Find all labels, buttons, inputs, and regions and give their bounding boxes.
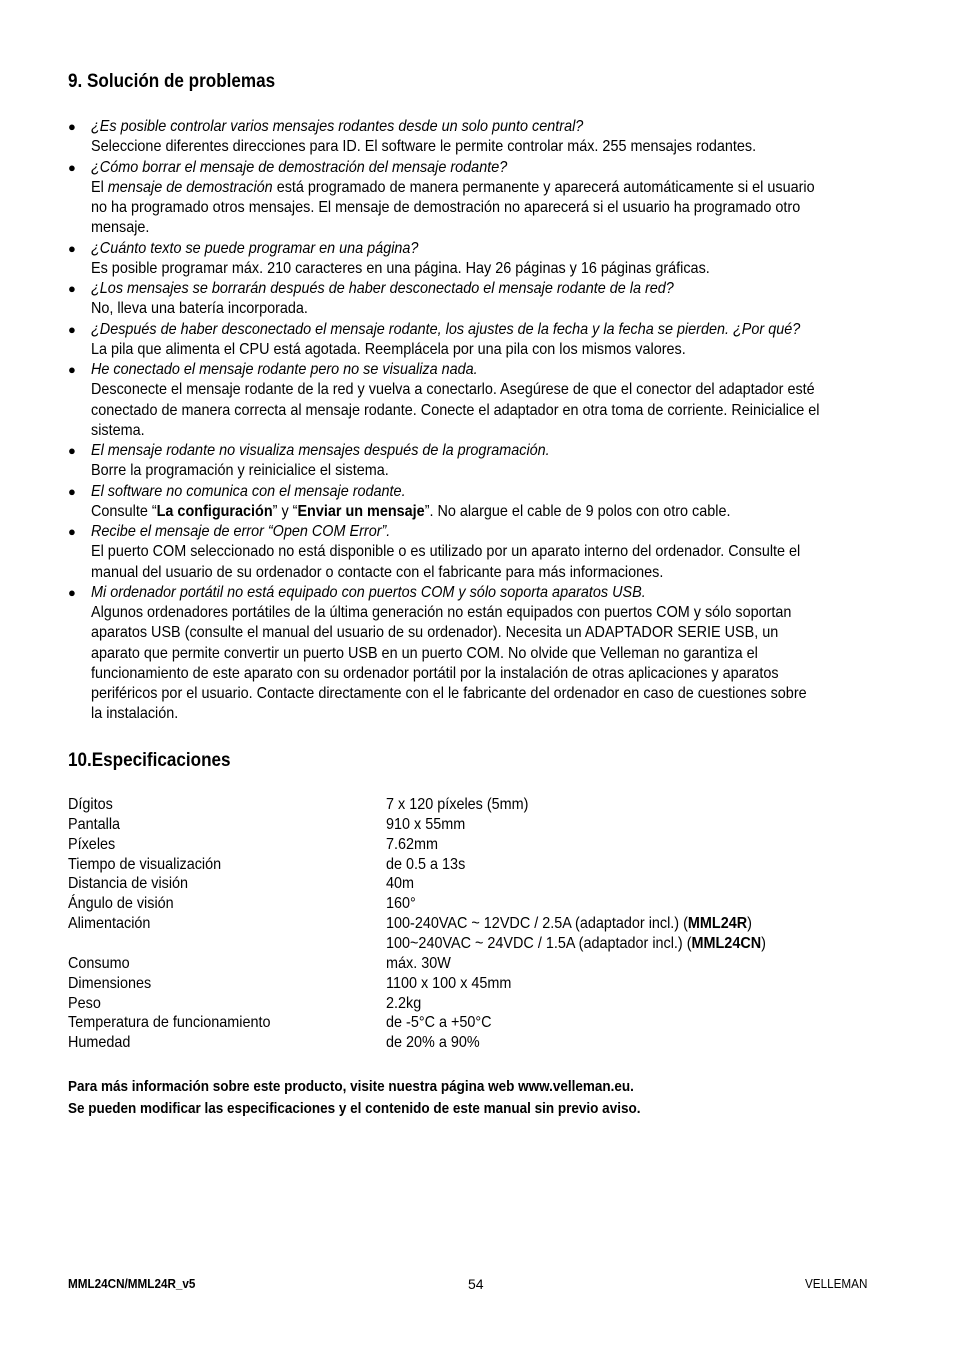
spec-label: Píxeles [68, 836, 116, 853]
faq-item [68, 482, 888, 523]
faq-answer: Algunos ordenadores portátiles de la última generación no están equipados con puertos COM y sólo soportan aparatos USB (consulte el manual del usuario de su ordenador). Necesita un ADAPTADOR SERIE USB, un aparato que permite convertir un puerto USB en un puerto COM. No olvide que Velleman no garantiza el funcionamiento de este aparato con su ordenador portátil por la instalación de otras aplicaciones y aparatos periféricos por el usuario. Contacte directamente con el le fabricante del ordenador en caso de cuestiones sobre la instalación. [91, 604, 807, 723]
spec-value: 40m [386, 875, 415, 892]
spec-row [68, 914, 752, 934]
faq-item [68, 522, 888, 583]
disclaimer-note: Se pueden modificar las especificaciones y el contenido de este manual sin previo aviso. [68, 1100, 641, 1117]
faq-item [68, 360, 888, 441]
faq-question: He conectado el mensaje rodante pero no se visualiza nada. [91, 361, 478, 378]
info-note: Para más información sobre este producto, visite nuestra página web www.velleman.eu. [68, 1078, 634, 1095]
spec-value: 1100 x 100 x 45mm [386, 975, 512, 992]
spec-row [68, 994, 422, 1014]
faq-question: El mensaje rodante no visualiza mensajes después de la programación. [91, 442, 550, 459]
faq-answer: El mensaje de demostración está programado de manera permanente y aparecerá automáticamente si el usuario no ha programado otros mensajes. El mensaje de demostración no aparecerá si el usuario ha programado otro mensaje. [91, 178, 815, 237]
spec-value: 7 x 120 píxeles (5mm) [386, 796, 529, 813]
page-number: 54 [468, 1276, 484, 1292]
spec-value: de -5°C a +50°C [386, 1014, 492, 1031]
footer-brand: VELLEMAN [805, 1276, 868, 1291]
faq-question: ¿Cuánto texto se puede programar en una página? [91, 239, 419, 257]
faq-question: Mi ordenador portátil no está equipado con puertos COM y sólo soporta aparatos USB. [91, 583, 646, 601]
bold-send-message: Enviar un mensaje [297, 502, 425, 520]
faq-item [68, 158, 888, 239]
bullet-icon: ● [68, 321, 76, 337]
faq-answer: Borre la programación y reinicialice el sistema. [91, 462, 389, 480]
spec-label: Distancia de visión [68, 875, 189, 892]
spec-value: 7.62mm [386, 836, 439, 853]
bullet-icon: ● [68, 240, 76, 256]
spec-row [68, 1013, 492, 1033]
troubleshooting-list [68, 117, 888, 725]
spec-label: Dígitos [68, 796, 113, 813]
spec-row [68, 855, 466, 875]
faq-answer: Seleccione diferentes direcciones para ID. El software le permite controlar máx. 255 mensajes rodantes. [91, 138, 757, 156]
faq-answer: La pila que alimenta el CPU está agotada. Reemplácela por una pila con los mismos valores. [91, 340, 686, 358]
faq-answer: No, lleva una batería incorporada. [91, 300, 308, 318]
spec-label: Humedad [68, 1034, 131, 1051]
faq-answer: Consulte “La configuración” y “Enviar un mensaje”. No alargue el cable de 9 polos con otro cable. [91, 502, 731, 520]
spec-label: Dimensiones [68, 975, 152, 992]
spec-row [68, 874, 415, 894]
spec-label: Peso [68, 995, 101, 1012]
model-mml24cn: MML24CN [691, 935, 762, 952]
spec-row [68, 835, 439, 855]
spec-row [68, 795, 529, 815]
spec-label: Ángulo de visión [68, 895, 174, 912]
faq-answer: El puerto COM seleccionado no está disponible o es utilizado por un aparato interno del ordenador. Consulte el manual del usuario de su ordenador o contacte con el fabricante para más informaciones. [91, 543, 801, 581]
spec-row [68, 1033, 480, 1053]
section-10-title: 10.Especificaciones [68, 750, 231, 771]
spec-label: Temperatura de funcionamiento [68, 1014, 271, 1031]
spec-label: Pantalla [68, 816, 121, 833]
model-mml24r: MML24R [687, 915, 748, 932]
spec-row [68, 815, 466, 835]
spec-label: Tiempo de visualización [68, 856, 222, 873]
footer-model: MML24CN/MML24R_v5 [68, 1276, 196, 1291]
faq-item [68, 279, 888, 320]
bullet-icon: ● [68, 524, 76, 539]
bullet-icon: ● [68, 483, 76, 499]
faq-item [68, 117, 888, 158]
spec-row [68, 894, 416, 914]
spec-value: 2.2kg [386, 995, 422, 1012]
faq-question: El software no comunica con el mensaje rodante. [91, 482, 406, 500]
spec-label: Alimentación [68, 915, 151, 932]
faq-item [68, 441, 888, 482]
bullet-icon: ● [68, 362, 76, 377]
faq-question: ¿Cómo borrar el mensaje de demostración del mensaje rodante? [91, 158, 508, 176]
spec-value: de 0.5 a 13s [386, 856, 466, 873]
spec-value: 100-240VAC ~ 12VDC / 2.5A (adaptador incl.) (MML24R) [386, 915, 752, 932]
faq-item [68, 239, 888, 280]
bullet-icon: ● [68, 584, 76, 600]
bullet-icon: ● [68, 443, 76, 458]
faq-item [68, 320, 888, 361]
bold-config: La configuración [156, 502, 273, 520]
section-9-title: 9. Solución de problemas [68, 71, 276, 92]
spec-value: 910 x 55mm [386, 816, 466, 833]
faq-answer: Es posible programar máx. 210 caracteres en una página. Hay 26 páginas y 16 páginas gráficas. [91, 259, 710, 277]
spec-value: 160° [386, 895, 416, 912]
bullet-icon: ● [68, 159, 76, 175]
spec-label: Consumo [68, 955, 130, 972]
spec-row [68, 954, 451, 974]
bullet-icon: ● [68, 119, 76, 134]
faq-item [68, 583, 888, 725]
faq-answer: Desconecte el mensaje rodante de la red y vuelva a conectarlo. Asegúrese de que el conector del adaptador esté conectado de manera correcta al mensaje rodante. Conecte el adaptador en otra toma de corriente. Reinicialice el sistema. [91, 381, 820, 439]
faq-question: ¿Después de haber desconectado el mensaje rodante, los ajustes de la fecha y la fecha se pierden. ¿Por qué? [91, 320, 801, 338]
spec-value: de 20% a 90% [386, 1034, 480, 1051]
spec-value: máx. 30W [386, 955, 451, 972]
faq-question: Recibe el mensaje de error “Open COM Error”. [91, 523, 391, 540]
bullet-icon: ● [68, 281, 76, 296]
faq-question: ¿Es posible controlar varios mensajes rodantes desde un solo punto central? [91, 118, 584, 135]
spec-value: 100~240VAC ~ 24VDC / 1.5A (adaptador incl.) (MML24CN) [386, 935, 766, 952]
faq-question: ¿Los mensajes se borrarán después de haber desconectado el mensaje rodante de la red? [91, 280, 674, 297]
emphasis-demo-message: mensaje de demostración [107, 178, 273, 196]
spec-row [68, 974, 512, 994]
